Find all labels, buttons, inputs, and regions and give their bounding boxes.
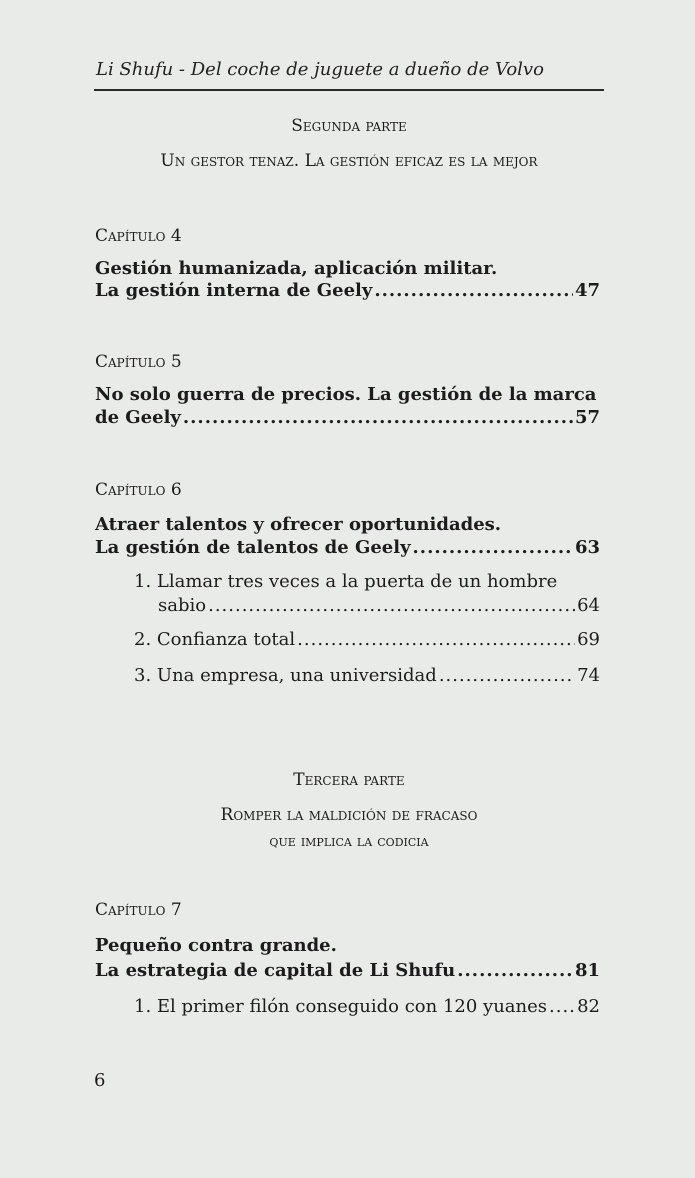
chapter-title-line: La estrategia de capital de Li Shufu <box>95 960 456 981</box>
chapter-title-line: Gestión humanizada, aplicación militar. <box>95 258 498 279</box>
chapter-label: Capítulo 7 <box>95 900 182 920</box>
header-rule <box>94 89 604 91</box>
section-title-line: 3. Una empresa, una universidad <box>134 665 437 686</box>
dot-leader <box>549 996 575 1017</box>
part-title: Romper la maldición de fracaso <box>220 805 478 825</box>
section-title-line: sabio <box>158 595 207 616</box>
dot-leader <box>297 629 575 650</box>
dot-leader <box>208 595 575 616</box>
toc-entry <box>134 996 600 1017</box>
dot-leader <box>413 537 573 558</box>
dot-leader <box>183 407 573 428</box>
page-number: 81 <box>574 960 600 981</box>
part-label: Segunda parte <box>291 116 407 136</box>
running-header: Li Shufu - Del coche de juguete a dueño de Volvo <box>96 59 544 80</box>
chapter-title-line: Atraer talentos y ofrecer oportunidades. <box>95 514 502 535</box>
page-number: 82 <box>577 996 600 1017</box>
chapter-label: Capítulo 4 <box>95 226 182 246</box>
chapter-title-line: La gestión interna de Geely <box>95 280 373 301</box>
chapter-title-line: Pequeño contra grande. <box>95 935 337 956</box>
toc-entry <box>158 595 600 616</box>
page-number: 69 <box>577 629 600 650</box>
toc-entry <box>95 960 600 981</box>
page-number: 63 <box>574 537 600 558</box>
part-label: Tercera parte <box>293 770 405 790</box>
section-title-line: 1. El primer filón conseguido con 120 yuanes <box>134 996 547 1017</box>
toc-entry <box>134 665 600 686</box>
page-number-footer: 6 <box>94 1070 106 1091</box>
part-title: que implica la codicia <box>269 831 429 850</box>
chapter-title-line: de Geely <box>95 407 181 428</box>
page-number: 74 <box>577 665 600 686</box>
toc-entry <box>95 537 600 558</box>
part-title: Un gestor tenaz. La gestión eficaz es la mejor <box>160 151 538 171</box>
section-title-line: 1. Llamar tres veces a la puerta de un hombre <box>134 571 558 592</box>
dot-leader <box>457 960 573 981</box>
dot-leader <box>374 280 573 301</box>
chapter-label: Capítulo 6 <box>95 480 182 500</box>
toc-entry <box>95 407 600 428</box>
section-title-line: 2. Confianza total <box>134 629 296 650</box>
chapter-title-line: La gestión de talentos de Geely <box>95 537 411 558</box>
toc-entry <box>95 280 600 301</box>
chapter-label: Capítulo 5 <box>95 352 182 372</box>
dot-leader <box>439 665 575 686</box>
page-number: 64 <box>577 595 600 616</box>
toc-entry <box>134 629 600 650</box>
page-number: 57 <box>574 407 600 428</box>
chapter-title-line: No solo guerra de precios. La gestión de la marca <box>95 384 597 405</box>
page-number: 47 <box>574 280 600 301</box>
